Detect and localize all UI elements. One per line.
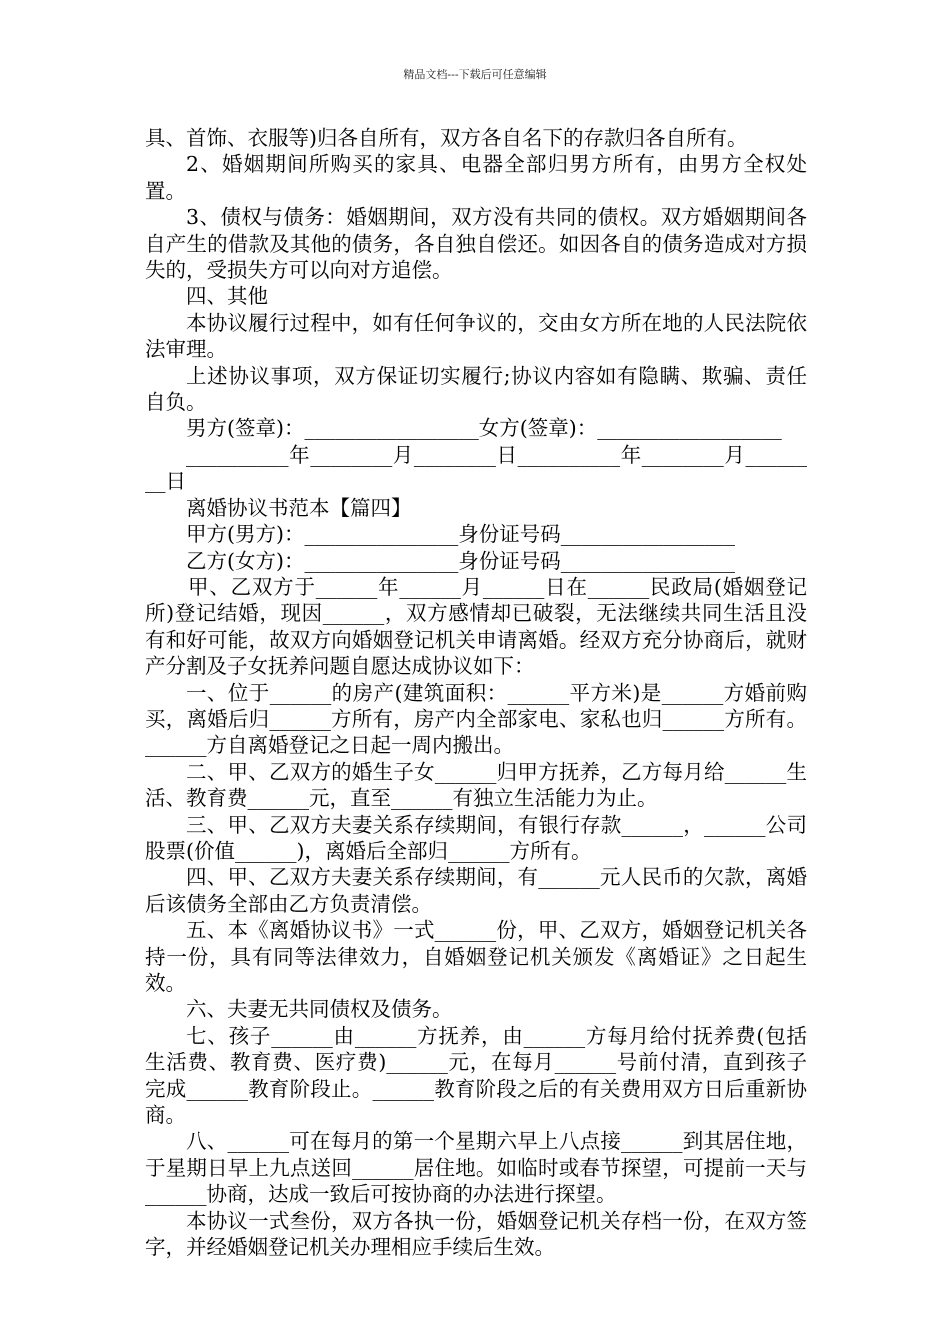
section-heading: 四、其他 [186,284,268,309]
clause: 八、______可在每月的第一个星期六早上八点接______到其居住地，于星期日早上九点送回______居住地。如临时或春节探望，可提前一天与______协商，达成一致后可按协商的办法进行探望。 [145,1129,807,1207]
paragraph: 本协议履行过程中，如有任何争议的，交由女方所在地的人民法院依法审理。 [145,310,807,362]
clause: 六、夫妻无共同债权及债务。 [186,997,453,1022]
document-body [145,125,807,1260]
paragraph: 具、首饰、衣服等)归各自所有，双方各自名下的存款归各自所有。 [145,126,748,150]
clause: 一、位于______的房产(建筑面积：______平方米)是______方婚前购买，离婚后归______方所有，房产内全部家电、家私也归______方所有。______方自离婚登记之日起一周内搬出。 [145,680,807,758]
closing-paragraph: 本协议一式叁份，双方各执一份，婚姻登记机关存档一份，在双方签字，并经婚姻登记机关办理相应手续后生效。 [145,1208,807,1260]
date-line: __________年________月________日__________年________月________日 [145,442,807,494]
party-b-line: 乙方(女方)：_______________身份证号码_________________ [186,548,735,573]
clause: 四、甲、乙双方夫妻关系存续期间，有______元人民币的欠款，离婚后该债务全部由乙方负责清偿。 [145,865,807,916]
section-title: 离婚协议书范本【篇四】 [186,495,412,520]
signature-line: 男方(签章)：_________________女方(签章)：__________________ [186,416,782,441]
party-a-line: 甲方(男方)：_______________身份证号码_________________ [186,522,735,547]
paragraph: 2、婚姻期间所购买的家具、电器全部归男方所有，由男方全权处置。 [145,152,807,203]
clause: 七、孩子______由______方抚养，由______方每月给付抚养费(包括生活费、教育费、医疗费)______元，在每月______号前付清，直到孩子完成______教育阶段止。______教育阶段之后的有关费用双方日后重新协商。 [145,1023,807,1128]
clause: 五、本《离婚协议书》一式______份，甲、乙双方，婚姻登记机关各持一份，具有同等法律效力，自婚姻登记机关颁发《离婚证》之日起生效。 [145,918,807,995]
paragraph: 上述协议事项，双方保证切实履行;协议内容如有隐瞒、欺骗、责任自负。 [145,363,807,415]
clause: 二、甲、乙双方的婚生子女______归甲方抚养，乙方每月给______生活、教育费______元，直至______有独立生活能力为止。 [145,759,807,811]
clause: 三、甲、乙双方夫妻关系存续期间，有银行存款______，______公司股票(价值______)，离婚后全部归______方所有。 [145,812,807,863]
paragraph: 3、债权与债务：婚姻期间，双方没有共同的债权。双方婚姻期间各自产生的借款及其他的债务，各自独自偿还。如因各自的债务造成对方损失的，受损失方可以向对方追偿。 [145,205,807,283]
page-header: 精品文档---下载后可任意编辑 [403,68,547,81]
paragraph: 甲、乙双方于______年______月______日在______民政局(婚姻登记所)登记结婚，现因______，双方感情却已破裂，无法继续共同生活且没有和好可能，故双方向婚姻登记机关申请离婚。经双方充分协商后，就财产分割及子女抚养问题自愿达成协议如下： [145,574,807,679]
